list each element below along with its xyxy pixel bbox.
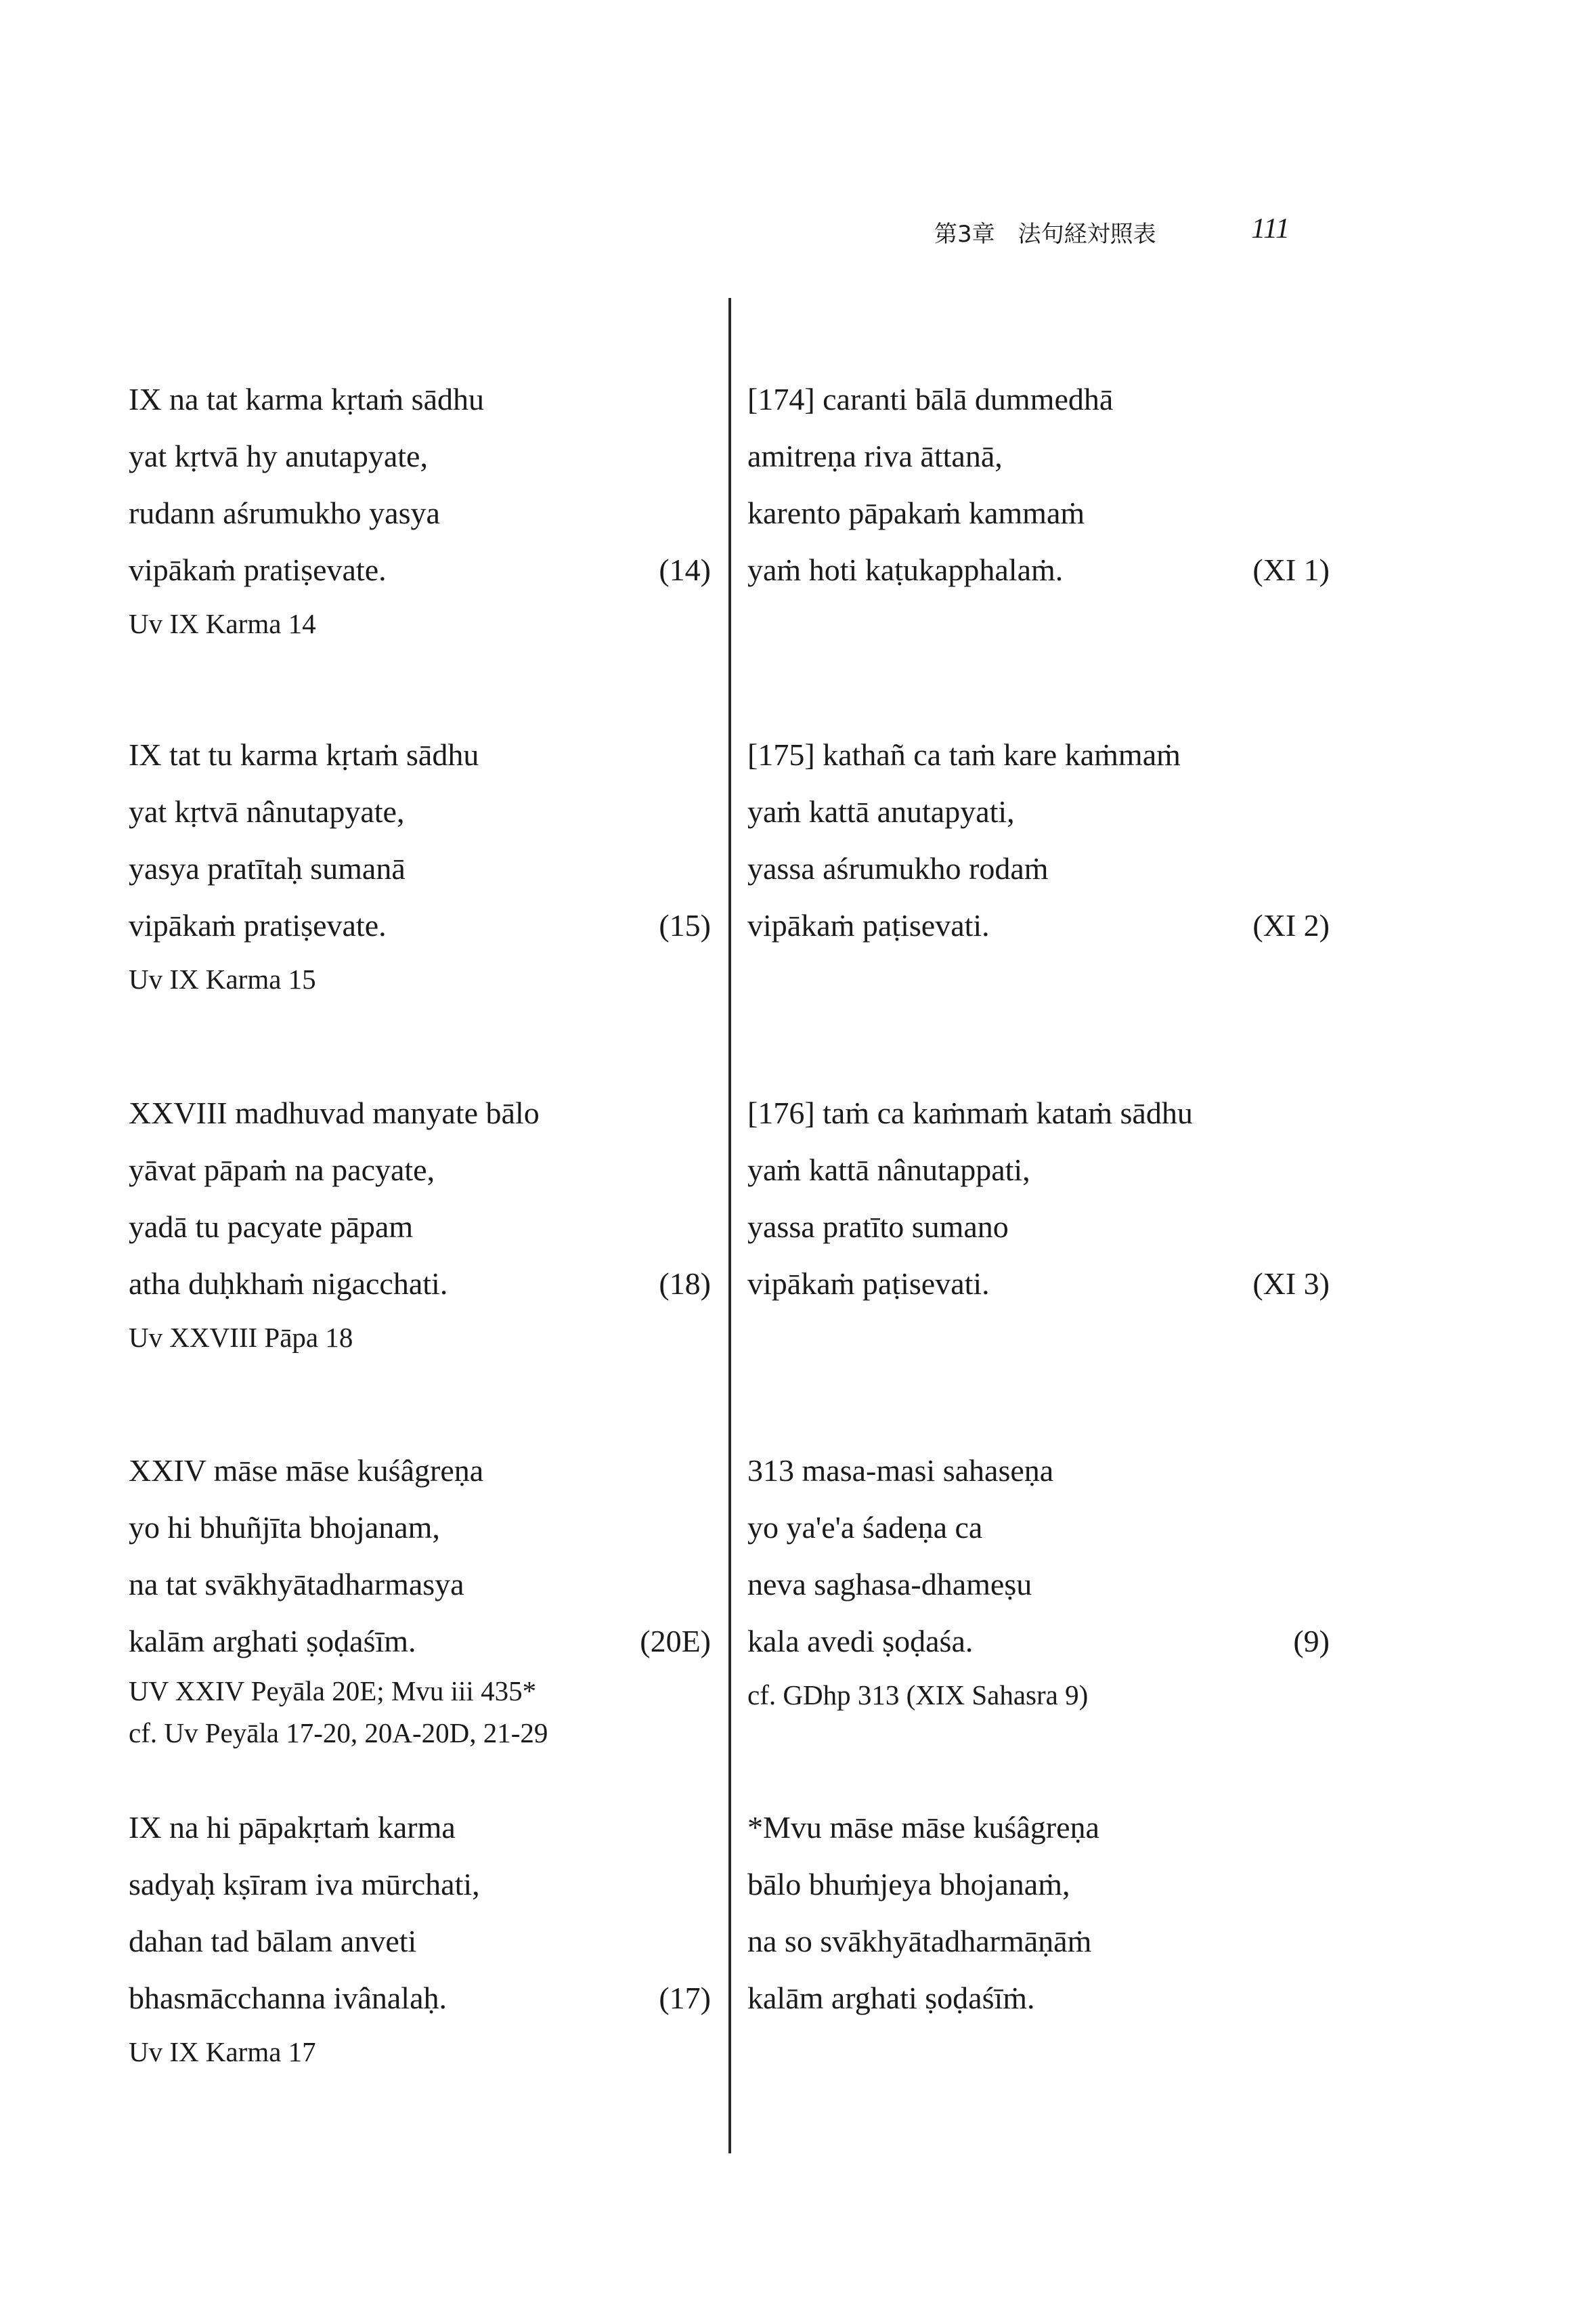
verse-block [129,371,718,649]
verse-line: neva saghasa-dhameṣu [747,1567,1032,1601]
verse-line: karento pāpakaṁ kammaṁ [747,496,1085,530]
verse-line: vipākaṁ pratiṣevate. (15) [129,897,718,954]
verse-line: yo ya'e'a śadeṇa ca [747,1510,983,1545]
chapter-title: 第3章 法句経対照表 [934,221,1156,248]
verse-line: yāvat pāpaṁ na pacyate, [129,1153,435,1187]
verse-line: rudann aśrumukho yasya [129,496,440,530]
verse-number: (XI 1) [1252,553,1330,587]
source-citation: Uv XXVIII Pāpa 18 [129,1322,353,1353]
verse-line: sadyaḥ kṣīram iva mūrchati, [129,1867,480,1901]
verse-line: kala avedi ṣoḍaśa. (9) [747,1613,1336,1670]
verse-number: (20E) [640,1624,711,1658]
verse-block [747,1085,1336,1312]
verse-line: yat kṛtvā nânutapyate, [129,794,405,829]
verse-number: (XI 2) [1252,908,1330,943]
verse-line: na so svākhyātadharmāṇāṁ [747,1924,1092,1958]
verse-block [747,371,1336,599]
verse-block [129,1442,718,1754]
verse-line: yadā tu pacyate pāpam [129,1209,414,1244]
verse-line: vipākaṁ paṭisevati. (XI 3) [747,1255,1336,1312]
verse-line: yassa pratīto sumano [747,1209,1009,1244]
verse-line: vipākaṁ pratiṣevate. (14) [129,542,718,599]
verse-line: yaṁ hoti kaṭukapphalaṁ. (XI 1) [747,542,1336,599]
sanskrit-column [129,0,718,2324]
verse-line: XXVIII madhuvad manyate bālo [129,1096,540,1130]
verse-line: yo hi bhuñjīta bhojanam, [129,1510,440,1545]
source-citation: UV XXIV Peyāla 20E; Mvu iii 435* [129,1675,537,1706]
verse-number: (15) [659,908,711,943]
source-citation: cf. Uv Peyāla 17-20, 20A-20D, 21-29 [129,1717,548,1748]
verse-line: IX na hi pāpakṛtaṁ karma [129,1810,456,1845]
verse-line: yasya pratītaḥ sumanā [129,851,406,886]
verse-line: atha duḥkhaṁ nigacchati. (18) [129,1255,718,1312]
verse-line: kalām arghati ṣoḍaśīṁ. [747,1981,1035,2015]
verse-line: XXIV māse māse kuśâgreṇa [129,1453,484,1488]
verse-line: na tat svākhyātadharmasya [129,1567,464,1601]
verse-line: *Mvu māse māse kuśâgreṇa [747,1810,1099,1845]
verse-block [747,1799,1336,2027]
verse-line: yaṁ kattā nânutappati, [747,1153,1030,1187]
verse-line: bhasmācchanna ivânalaḥ. (17) [129,1970,718,2027]
verse-block [129,1085,718,1362]
verse-number: (XI 3) [1252,1266,1330,1301]
verse-block [747,727,1336,954]
column-divider [728,298,731,2153]
pali-column [747,0,1336,2324]
verse-number: (14) [659,553,711,587]
verse-block [747,1442,1336,1720]
source-citation: Uv IX Karma 17 [129,2036,316,2067]
verse-number: (9) [1293,1624,1330,1658]
verse-line: IX tat tu karma kṛtaṁ sādhu [129,737,479,772]
verse-line: 313 masa-masi sahaseṇa [747,1453,1054,1488]
verse-block [129,1799,718,2077]
verse-number: (17) [659,1981,711,2015]
verse-line: vipākaṁ paṭisevati. (XI 2) [747,897,1336,954]
source-citation: Uv IX Karma 14 [129,608,316,639]
verse-number: (18) [659,1266,711,1301]
source-citation: Uv IX Karma 15 [129,964,316,995]
verse-line: yassa aśrumukho rodaṁ [747,851,1049,886]
verse-line: [174] caranti bālā dummedhā [747,382,1114,416]
verse-line: amitreṇa riva āttanā, [747,439,1003,473]
verse-line: kalām arghati ṣoḍaśīm. (20E) [129,1613,718,1670]
page-number: 111 [1251,213,1290,244]
source-citation: cf. GDhp 313 (XIX Sahasra 9) [747,1679,1089,1710]
verse-line: bālo bhuṁjeya bhojanaṁ, [747,1867,1070,1901]
verse-line: yaṁ kattā anutapyati, [747,794,1015,829]
verse-line: yat kṛtvā hy anutapyate, [129,439,428,473]
verse-line: IX na tat karma kṛtaṁ sādhu [129,382,484,416]
verse-line: dahan tad bālam anveti [129,1924,417,1958]
verse-block [129,727,718,1004]
verse-line: [175] kathañ ca taṁ kare kaṁmaṁ [747,737,1181,772]
verse-line: [176] taṁ ca kaṁmaṁ kataṁ sādhu [747,1096,1193,1130]
